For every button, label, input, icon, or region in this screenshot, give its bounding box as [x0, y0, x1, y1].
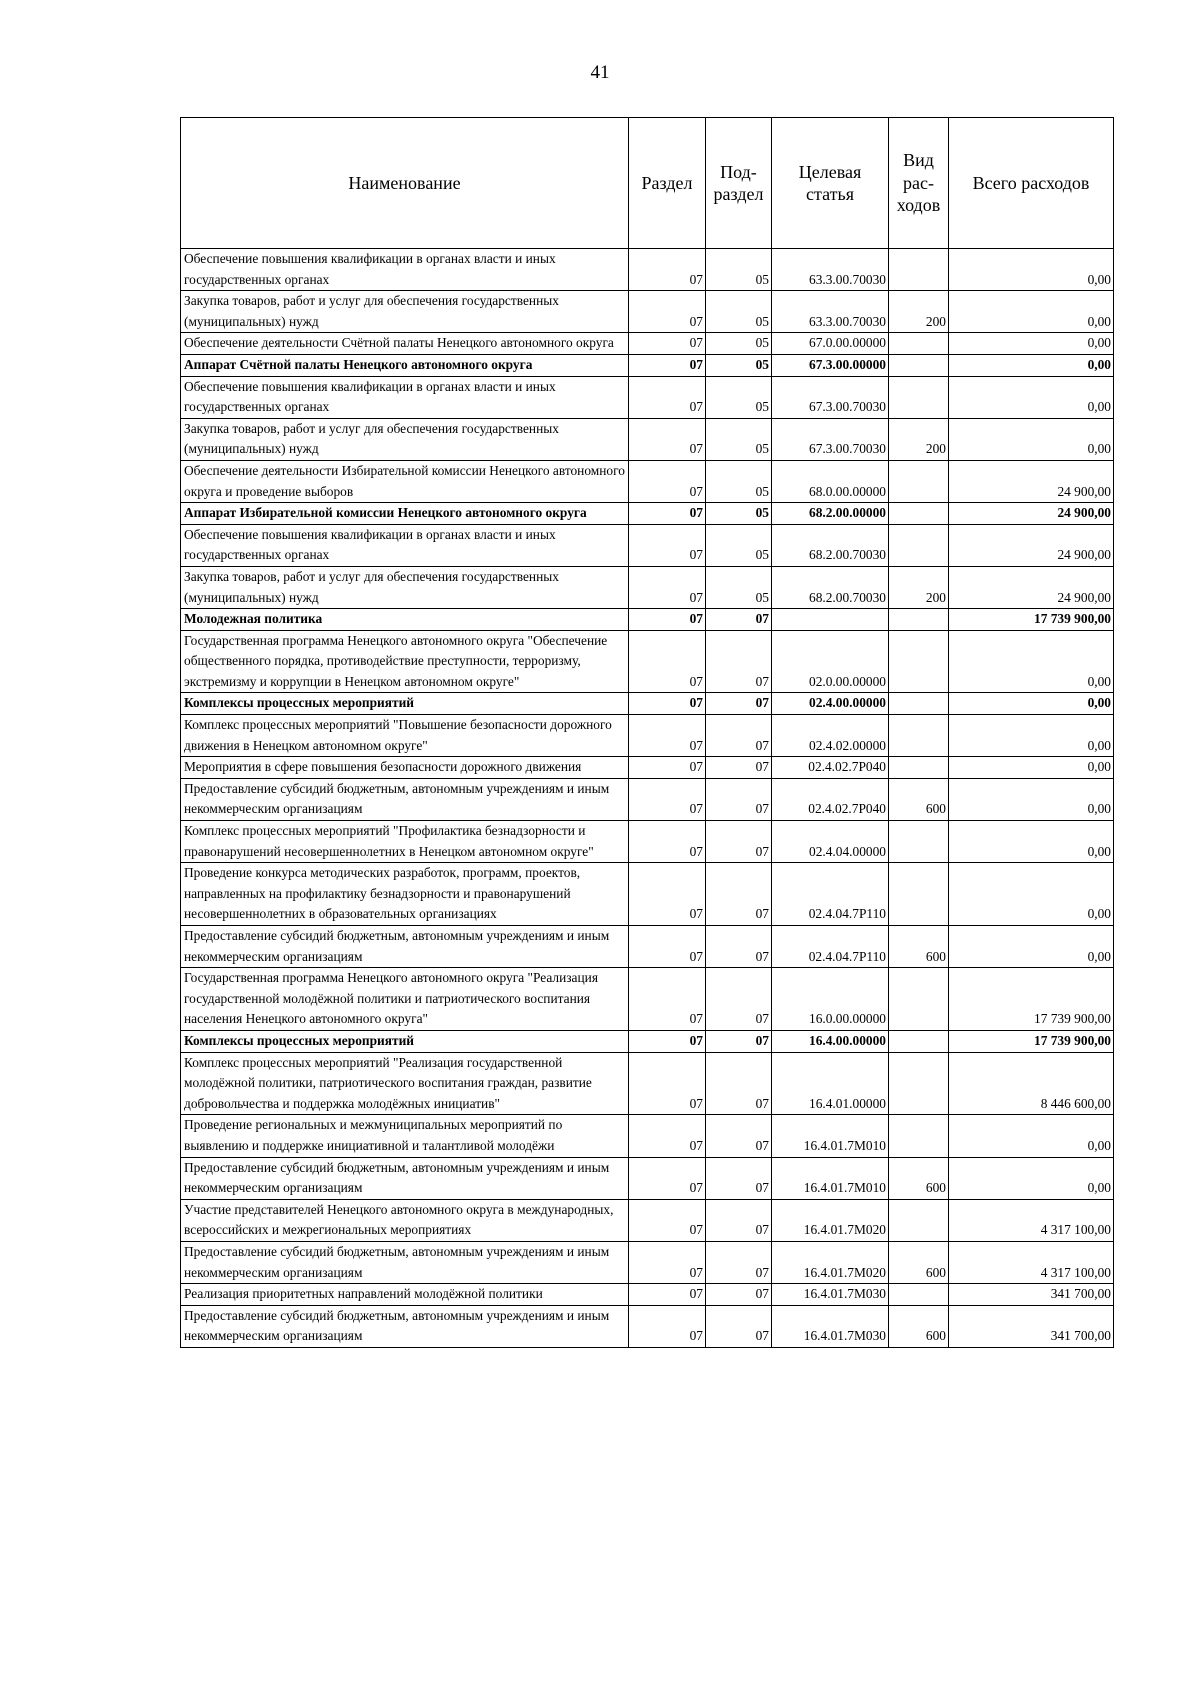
- header-name: Наименование: [181, 118, 629, 249]
- cell-name: Молодежная политика: [181, 609, 629, 631]
- cell-podrazdel: 07: [706, 968, 772, 1031]
- cell-total: 0,00: [949, 757, 1114, 779]
- header-razdel: Раздел: [629, 118, 706, 249]
- cell-razdel: 07: [629, 249, 706, 291]
- table-row: [181, 715, 1114, 757]
- cell-name: Предоставление субсидий бюджетным, автономным учреждениям и иным некоммерческим организациям: [181, 1305, 629, 1347]
- cell-celevaya: 02.0.00.00000: [772, 630, 889, 693]
- cell-name: Предоставление субсидий бюджетным, автономным учреждениям и иным некоммерческим организациям: [181, 1157, 629, 1199]
- table-row: [181, 354, 1114, 376]
- table-row: [181, 503, 1114, 525]
- cell-celevaya: 16.0.00.00000: [772, 968, 889, 1031]
- cell-total: 24 900,00: [949, 460, 1114, 502]
- cell-podrazdel: 07: [706, 1115, 772, 1157]
- cell-celevaya: 16.4.01.00000: [772, 1052, 889, 1115]
- table-row: [181, 630, 1114, 693]
- cell-total: 0,00: [949, 778, 1114, 820]
- cell-vid: [889, 693, 949, 715]
- table-row: [181, 757, 1114, 779]
- cell-celevaya: 68.2.00.00000: [772, 503, 889, 525]
- cell-vid: [889, 333, 949, 355]
- cell-razdel: 07: [629, 524, 706, 566]
- cell-name: Комплекс процессных мероприятий "Повышение безопасности дорожного движения в Ненецком автономном округе": [181, 715, 629, 757]
- cell-podrazdel: 07: [706, 609, 772, 631]
- cell-podrazdel: 07: [706, 1284, 772, 1306]
- cell-podrazdel: 05: [706, 376, 772, 418]
- table-row: [181, 693, 1114, 715]
- cell-total: 17 739 900,00: [949, 609, 1114, 631]
- cell-vid: [889, 1115, 949, 1157]
- cell-name: Обеспечение повышения квалификации в органах власти и иных государственных органах: [181, 524, 629, 566]
- cell-celevaya: [772, 609, 889, 631]
- cell-razdel: 07: [629, 1305, 706, 1347]
- cell-vid: 600: [889, 1241, 949, 1283]
- cell-celevaya: 67.3.00.00000: [772, 354, 889, 376]
- table-row: [181, 821, 1114, 863]
- cell-vid: 200: [889, 566, 949, 608]
- cell-name: Закупка товаров, работ и услуг для обеспечения государственных (муниципальных) нужд: [181, 291, 629, 333]
- cell-celevaya: 02.4.04.7P110: [772, 863, 889, 926]
- cell-vid: [889, 1052, 949, 1115]
- cell-vid: [889, 1284, 949, 1306]
- cell-vid: 600: [889, 1305, 949, 1347]
- table-row: [181, 566, 1114, 608]
- cell-total: 0,00: [949, 291, 1114, 333]
- cell-razdel: 07: [629, 566, 706, 608]
- cell-name: Участие представителей Ненецкого автономного округа в международных, всероссийских и межрегиональных мероприятиях: [181, 1199, 629, 1241]
- cell-celevaya: 02.4.00.00000: [772, 693, 889, 715]
- cell-celevaya: 67.3.00.70030: [772, 418, 889, 460]
- cell-total: 4 317 100,00: [949, 1241, 1114, 1283]
- cell-name: Предоставление субсидий бюджетным, автономным учреждениям и иным некоммерческим организациям: [181, 778, 629, 820]
- cell-name: Комплекс процессных мероприятий "Профилактика безнадзорности и правонарушений несовершеннолетних в Ненецком автономном округе": [181, 821, 629, 863]
- header-celevaya: Целевая статья: [772, 118, 889, 249]
- table-row: [181, 1052, 1114, 1115]
- cell-razdel: 07: [629, 1052, 706, 1115]
- header-row: [181, 118, 1114, 249]
- cell-total: 0,00: [949, 693, 1114, 715]
- cell-total: 0,00: [949, 821, 1114, 863]
- cell-name: Предоставление субсидий бюджетным, автономным учреждениям и иным некоммерческим организациям: [181, 926, 629, 968]
- cell-name: Государственная программа Ненецкого автономного округа "Обеспечение общественного порядка, противодействие преступности, терроризму, экстремизму и коррупции в Ненецком автономном округе": [181, 630, 629, 693]
- cell-name: Комплексы процессных мероприятий: [181, 693, 629, 715]
- cell-podrazdel: 07: [706, 821, 772, 863]
- cell-razdel: 07: [629, 1115, 706, 1157]
- cell-podrazdel: 07: [706, 1305, 772, 1347]
- cell-podrazdel: 07: [706, 926, 772, 968]
- cell-podrazdel: 07: [706, 1199, 772, 1241]
- cell-podrazdel: 05: [706, 291, 772, 333]
- cell-vid: [889, 460, 949, 502]
- cell-celevaya: 67.3.00.70030: [772, 376, 889, 418]
- cell-vid: [889, 968, 949, 1031]
- cell-name: Мероприятия в сфере повышения безопасности дорожного движения: [181, 757, 629, 779]
- cell-podrazdel: 07: [706, 757, 772, 779]
- cell-name: Обеспечение повышения квалификации в органах власти и иных государственных органах: [181, 249, 629, 291]
- cell-total: 0,00: [949, 333, 1114, 355]
- cell-celevaya: 02.4.04.00000: [772, 821, 889, 863]
- cell-razdel: 07: [629, 1157, 706, 1199]
- cell-vid: 200: [889, 291, 949, 333]
- cell-name: Реализация приоритетных направлений молодёжной политики: [181, 1284, 629, 1306]
- cell-razdel: 07: [629, 354, 706, 376]
- cell-vid: [889, 715, 949, 757]
- cell-name: Обеспечение деятельности Избирательной комиссии Ненецкого автономного округа и проведение выборов: [181, 460, 629, 502]
- cell-name: Проведение региональных и межмуниципальных мероприятий по выявлению и поддержке инициативной и талантливой молодёжи: [181, 1115, 629, 1157]
- cell-podrazdel: 05: [706, 503, 772, 525]
- cell-name: Обеспечение деятельности Счётной палаты Ненецкого автономного округа: [181, 333, 629, 355]
- table-body: [181, 249, 1114, 1348]
- cell-total: 0,00: [949, 1157, 1114, 1199]
- cell-podrazdel: 07: [706, 863, 772, 926]
- cell-vid: [889, 1030, 949, 1052]
- cell-vid: [889, 609, 949, 631]
- cell-celevaya: 16.4.01.7M030: [772, 1284, 889, 1306]
- cell-razdel: 07: [629, 926, 706, 968]
- cell-razdel: 07: [629, 968, 706, 1031]
- cell-podrazdel: 05: [706, 418, 772, 460]
- cell-podrazdel: 05: [706, 460, 772, 502]
- table-row: [181, 778, 1114, 820]
- cell-razdel: 07: [629, 630, 706, 693]
- cell-razdel: 07: [629, 503, 706, 525]
- cell-celevaya: 63.3.00.70030: [772, 249, 889, 291]
- cell-celevaya: 68.2.00.70030: [772, 524, 889, 566]
- cell-name: Обеспечение повышения квалификации в органах власти и иных государственных органах: [181, 376, 629, 418]
- cell-name: Аппарат Избирательной комиссии Ненецкого автономного округа: [181, 503, 629, 525]
- cell-total: 8 446 600,00: [949, 1052, 1114, 1115]
- cell-name: Закупка товаров, работ и услуг для обеспечения государственных (муниципальных) нужд: [181, 566, 629, 608]
- cell-razdel: 07: [629, 1284, 706, 1306]
- cell-name: Государственная программа Ненецкого автономного округа "Реализация государственной молодёжной политики и патриотического воспитания населения Ненецкого автономного округа": [181, 968, 629, 1031]
- table-row: [181, 1241, 1114, 1283]
- cell-total: 24 900,00: [949, 503, 1114, 525]
- cell-razdel: 07: [629, 1199, 706, 1241]
- cell-celevaya: 63.3.00.70030: [772, 291, 889, 333]
- table-row: [181, 291, 1114, 333]
- cell-name: Аппарат Счётной палаты Ненецкого автономного округа: [181, 354, 629, 376]
- cell-podrazdel: 07: [706, 778, 772, 820]
- cell-total: 0,00: [949, 926, 1114, 968]
- cell-podrazdel: 07: [706, 715, 772, 757]
- cell-podrazdel: 05: [706, 354, 772, 376]
- cell-vid: [889, 503, 949, 525]
- cell-total: 24 900,00: [949, 566, 1114, 608]
- cell-celevaya: 68.2.00.70030: [772, 566, 889, 608]
- cell-celevaya: 02.4.04.7P110: [772, 926, 889, 968]
- header-vid: Вид рас- ходов: [889, 118, 949, 249]
- cell-total: 0,00: [949, 418, 1114, 460]
- table-row: [181, 1284, 1114, 1306]
- page-number: 41: [590, 62, 610, 83]
- cell-total: 0,00: [949, 715, 1114, 757]
- cell-razdel: 07: [629, 1241, 706, 1283]
- cell-razdel: 07: [629, 333, 706, 355]
- cell-vid: [889, 630, 949, 693]
- cell-razdel: 07: [629, 460, 706, 502]
- table-row: [181, 926, 1114, 968]
- table-row: [181, 333, 1114, 355]
- cell-podrazdel: 07: [706, 693, 772, 715]
- cell-total: 17 739 900,00: [949, 1030, 1114, 1052]
- table-row: [181, 1157, 1114, 1199]
- table-row: [181, 968, 1114, 1031]
- table-row: [181, 1030, 1114, 1052]
- cell-total: 0,00: [949, 354, 1114, 376]
- cell-total: 0,00: [949, 863, 1114, 926]
- cell-vid: [889, 863, 949, 926]
- cell-celevaya: 02.4.02.7P040: [772, 757, 889, 779]
- cell-total: 24 900,00: [949, 524, 1114, 566]
- table-row: [181, 609, 1114, 631]
- cell-celevaya: 02.4.02.00000: [772, 715, 889, 757]
- cell-celevaya: 16.4.00.00000: [772, 1030, 889, 1052]
- cell-vid: 600: [889, 926, 949, 968]
- cell-podrazdel: 05: [706, 249, 772, 291]
- cell-vid: [889, 757, 949, 779]
- cell-vid: 200: [889, 418, 949, 460]
- header-podrazdel: Под- раздел: [706, 118, 772, 249]
- cell-razdel: 07: [629, 1030, 706, 1052]
- cell-vid: [889, 1199, 949, 1241]
- cell-total: 0,00: [949, 630, 1114, 693]
- cell-celevaya: 16.4.01.7M020: [772, 1199, 889, 1241]
- table-row: [181, 376, 1114, 418]
- cell-podrazdel: 07: [706, 1241, 772, 1283]
- cell-celevaya: 16.4.01.7M020: [772, 1241, 889, 1283]
- table-row: [181, 1305, 1114, 1347]
- cell-podrazdel: 05: [706, 333, 772, 355]
- table-row: [181, 418, 1114, 460]
- cell-razdel: 07: [629, 291, 706, 333]
- table-row: [181, 1199, 1114, 1241]
- cell-total: 341 700,00: [949, 1284, 1114, 1306]
- table-row: [181, 249, 1114, 291]
- cell-razdel: 07: [629, 376, 706, 418]
- cell-razdel: 07: [629, 693, 706, 715]
- cell-razdel: 07: [629, 757, 706, 779]
- table-row: [181, 524, 1114, 566]
- cell-vid: [889, 354, 949, 376]
- cell-celevaya: 16.4.01.7M030: [772, 1305, 889, 1347]
- cell-podrazdel: 07: [706, 1030, 772, 1052]
- cell-name: Предоставление субсидий бюджетным, автономным учреждениям и иным некоммерческим организациям: [181, 1241, 629, 1283]
- cell-razdel: 07: [629, 778, 706, 820]
- cell-razdel: 07: [629, 715, 706, 757]
- table-row: [181, 1115, 1114, 1157]
- cell-razdel: 07: [629, 418, 706, 460]
- cell-total: 4 317 100,00: [949, 1199, 1114, 1241]
- cell-total: 0,00: [949, 376, 1114, 418]
- table-row: [181, 863, 1114, 926]
- cell-razdel: 07: [629, 863, 706, 926]
- cell-vid: [889, 524, 949, 566]
- cell-celevaya: 68.0.00.00000: [772, 460, 889, 502]
- cell-celevaya: 02.4.02.7P040: [772, 778, 889, 820]
- cell-vid: 600: [889, 1157, 949, 1199]
- cell-vid: 600: [889, 778, 949, 820]
- cell-podrazdel: 05: [706, 524, 772, 566]
- cell-celevaya: 16.4.01.7M010: [772, 1157, 889, 1199]
- table-row: [181, 460, 1114, 502]
- cell-total: 0,00: [949, 249, 1114, 291]
- cell-vid: [889, 376, 949, 418]
- cell-podrazdel: 07: [706, 1052, 772, 1115]
- cell-total: 17 739 900,00: [949, 968, 1114, 1031]
- header-total: Всего расходов: [949, 118, 1114, 249]
- cell-vid: [889, 249, 949, 291]
- cell-name: Комплексы процессных мероприятий: [181, 1030, 629, 1052]
- cell-podrazdel: 05: [706, 566, 772, 608]
- cell-podrazdel: 07: [706, 630, 772, 693]
- cell-razdel: 07: [629, 821, 706, 863]
- cell-celevaya: 16.4.01.7M010: [772, 1115, 889, 1157]
- cell-celevaya: 67.0.00.00000: [772, 333, 889, 355]
- cell-podrazdel: 07: [706, 1157, 772, 1199]
- cell-name: Комплекс процессных мероприятий "Реализация государственной молодёжной политики, патриотического воспитания граждан, развитие добровольчества и поддержка молодёжных инициатив": [181, 1052, 629, 1115]
- cell-name: Закупка товаров, работ и услуг для обеспечения государственных (муниципальных) нужд: [181, 418, 629, 460]
- cell-razdel: 07: [629, 609, 706, 631]
- budget-table: [180, 117, 1114, 1348]
- cell-name: Проведение конкурса методических разработок, программ, проектов, направленных на профилактику безнадзорности и правонарушений несовершеннолетних в образовательных организациях: [181, 863, 629, 926]
- cell-vid: [889, 821, 949, 863]
- cell-total: 341 700,00: [949, 1305, 1114, 1347]
- cell-total: 0,00: [949, 1115, 1114, 1157]
